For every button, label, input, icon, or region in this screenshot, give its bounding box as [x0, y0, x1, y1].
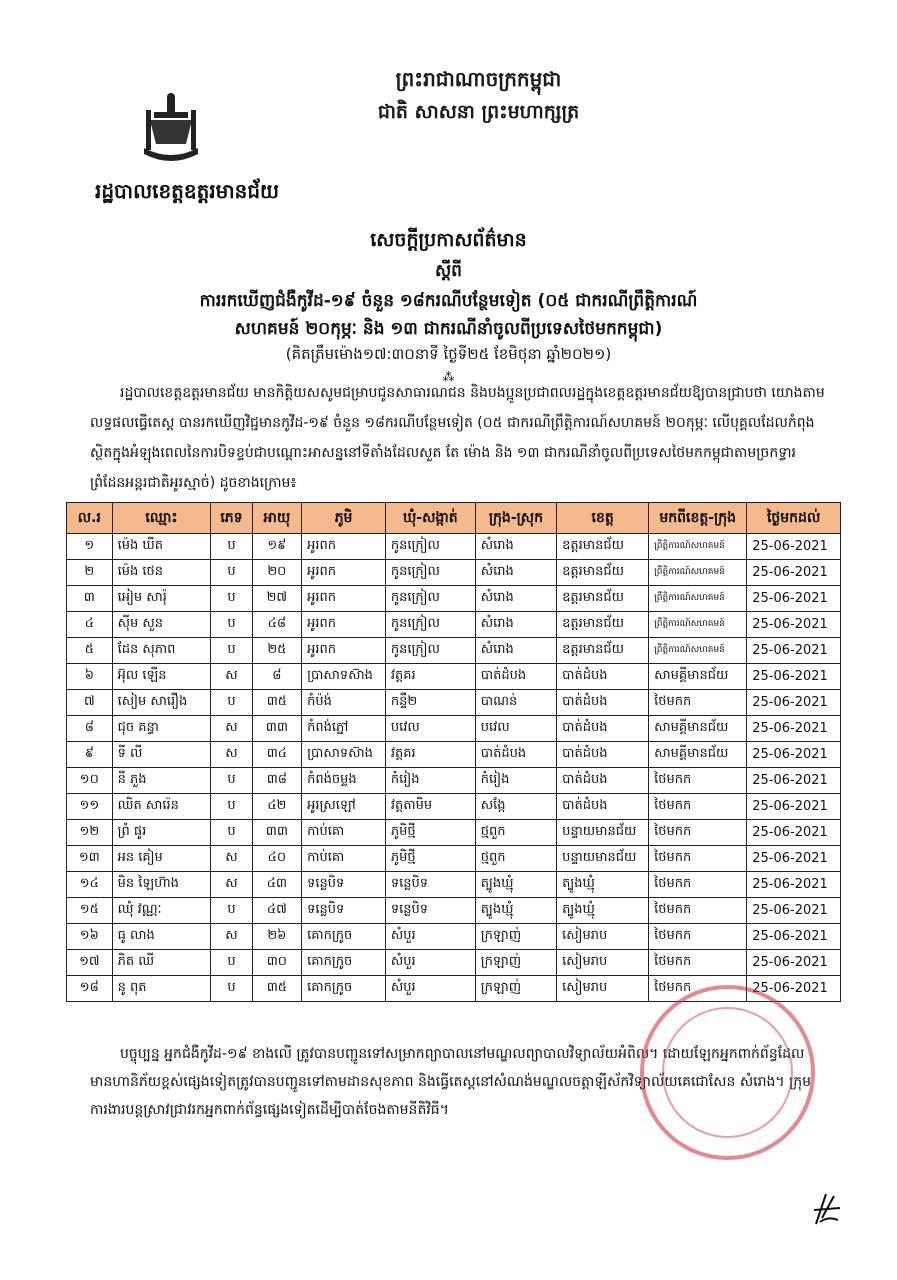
table-cell: ៤៨	[252, 612, 302, 638]
table-cell: អូរពក	[302, 586, 386, 612]
column-header: ថ្ងៃមកដល់	[747, 503, 841, 534]
table-cell: ១១	[67, 794, 113, 820]
table-cell: ឧត្តរមានជ័យ	[557, 534, 649, 560]
table-header-row	[67, 503, 841, 534]
table-row	[67, 534, 841, 560]
table-cell: គោកក្រូច	[302, 950, 386, 976]
table-cell: ព្រឹត្តិការណ៍សហគមន៍	[649, 560, 747, 586]
table-cell: ៥	[67, 638, 113, 664]
conclusion-paragraph: បច្ចុប្បន្ន អ្នកជំងឺកូវីដ-១៩ ខាងលើ ត្រូវបានបញ្ជូនទៅសម្រាកព្យាបាលនៅមណ្ឌលព្យាបាលវិទ្យាល័យអំពិល។ ដោយឡែកអ្នកពាក់ព័ន្ធដែលមានហានិភ័យខ្ពស់ផ្សេងទៀតត្រូវបានបញ្ជូនទៅតាមដានសុខភាព និងធ្វើតេស្តនៅសំណង់មណ្ឌលចត្តាឡីស័កវិទ្យាល័យគេជោសែន សំរោង។ ក្រុមការងារបន្តស្រាវជ្រាវរកអ្នកពាក់ព័ន្ធផ្សេងទៀតដើម្បីបាត់ចែងតាមនីតិវិធី។	[90, 1046, 812, 1118]
table-row	[67, 664, 841, 690]
table-cell: អូរស្រឡៅ	[302, 794, 386, 820]
table-cell: ៣៤	[252, 742, 302, 768]
table-cell: សំរោង	[475, 638, 556, 664]
issuing-authority: រដ្ឋបាលខេត្តឧត្តរមានជ័យ	[95, 179, 280, 203]
table-cell: ៤៧	[252, 898, 302, 924]
signature-icon	[812, 1188, 842, 1228]
table-row	[67, 820, 841, 846]
table-cell: នី ភួង	[112, 768, 211, 794]
table-cell: ស	[211, 742, 252, 768]
table-cell: ថៃមកក	[649, 846, 747, 872]
divider-ornament: ⁂	[442, 370, 455, 384]
table-cell: សៀម សារឿង	[112, 690, 211, 716]
royal-emblem-icon	[140, 92, 202, 164]
table-cell: សំបួរ	[385, 976, 475, 1002]
table-cell: ១៦	[67, 924, 113, 950]
table-cell: សំបួរ	[385, 950, 475, 976]
table-cell: សំរោង	[475, 586, 556, 612]
national-motto: ជាតិ សាសនា ព្រះមហាក្សត្រ	[377, 101, 580, 123]
table-cell: បន្ទាយមានជ័យ	[557, 846, 649, 872]
table-cell: ឧត្តរមានជ័យ	[557, 560, 649, 586]
table-row	[67, 716, 841, 742]
announcement-subject-line2: សហគមន៍ ២០កុម្ភៈ និង ១៣ ជាករណីនាំចូលពីប្រទេសថៃមកកម្ពុជា)	[234, 319, 663, 339]
table-cell: 25-06-2021	[747, 898, 841, 924]
announcement-title: សេចក្តីប្រកាសព័ត៌មាន	[370, 229, 527, 251]
table-cell: កាប់គោ	[302, 846, 386, 872]
announcement-date: (គិតត្រឹមម៉ោង១៧:៣០នាទី ថ្ងៃទី២៥ ខែមិថុនា ឆ្នាំ២០២១)	[285, 345, 612, 363]
table-row	[67, 690, 841, 716]
table-cell: ១៧	[67, 950, 113, 976]
table-cell: 25-06-2021	[747, 716, 841, 742]
table-cell: សៀមរាប	[557, 976, 649, 1002]
table-cell: ២៧	[252, 586, 302, 612]
table-row	[67, 586, 841, 612]
table-cell: ភូមិថ្មី	[385, 846, 475, 872]
table-cell: ថៃមកក	[649, 950, 747, 976]
table-cell: ថៃមកក	[649, 924, 747, 950]
table-cell: អូរពក	[302, 560, 386, 586]
table-cell: ព្រឹត្តិការណ៍សហគមន៍	[649, 534, 747, 560]
table-cell: 25-06-2021	[747, 560, 841, 586]
table-cell: កូនក្រៀល	[385, 534, 475, 560]
table-cell: បាណន់	[475, 690, 556, 716]
table-cell: ២	[67, 560, 113, 586]
column-header: មកពីខេត្ត-ក្រុង	[649, 503, 747, 534]
table-cell: ព្រឹត្តិការណ៍សហគមន៍	[649, 612, 747, 638]
table-cell: ប	[211, 612, 252, 638]
table-cell: ត្បូងឃ្មុំ	[475, 898, 556, 924]
table-cell: ៤០	[252, 846, 302, 872]
table-cell: កំរៀង	[475, 768, 556, 794]
table-cell: ៣៥	[252, 690, 302, 716]
table-cell: ឧត្តរមានជ័យ	[557, 586, 649, 612]
table-row	[67, 950, 841, 976]
table-cell: ១៨	[67, 976, 113, 1002]
table-cell: កំពង់ចម្លង	[302, 768, 386, 794]
table-row	[67, 846, 841, 872]
table-cell: សៀមរាប	[557, 924, 649, 950]
table-cell: មិន ឡៃហ៊ាង	[112, 872, 211, 898]
announcement-subject-label: ស្តីពី	[435, 261, 462, 281]
column-header: ឈ្មោះ	[112, 503, 211, 534]
table-row	[67, 898, 841, 924]
table-cell: 25-06-2021	[747, 794, 841, 820]
table-cell: បាត់ដំបង	[557, 716, 649, 742]
table-cell: ថ្មពួក	[475, 846, 556, 872]
table-cell: ប្រាសាទស៊ាង	[302, 742, 386, 768]
table-cell: ប្រាសាទស៊ាង	[302, 664, 386, 690]
table-cell: 25-06-2021	[747, 638, 841, 664]
table-cell: កូនក្រៀល	[385, 612, 475, 638]
table-cell: ១៥	[67, 898, 113, 924]
table-cell: ធូ លាង	[112, 924, 211, 950]
table-cell: ថៃមកក	[649, 976, 747, 1002]
table-cell: ៤៣	[252, 872, 302, 898]
table-cell: ឧត្តរមានជ័យ	[557, 638, 649, 664]
table-cell: អូរពក	[302, 638, 386, 664]
kingdom-title: ព្រះរាជាណាចក្រកម្ពុជា	[395, 67, 562, 91]
table-cell: កូនក្រៀល	[385, 638, 475, 664]
table-cell: ថៃមកក	[649, 768, 747, 794]
table-cell: អូរពក	[302, 534, 386, 560]
table-cell: ប	[211, 976, 252, 1002]
table-cell: ប	[211, 898, 252, 924]
table-cell: ស	[211, 846, 252, 872]
table-cell: ត្បូងឃ្មុំ	[557, 872, 649, 898]
table-cell: ស៊ីម សួន	[112, 612, 211, 638]
table-cell: សំបួរ	[385, 924, 475, 950]
table-cell: ទន្លេបិទ	[302, 898, 386, 924]
official-seal-stamp	[640, 985, 815, 1160]
table-cell: សាមគ្គីមានជ័យ	[649, 742, 747, 768]
column-header: អាយុ	[252, 503, 302, 534]
table-cell: កាប់គោ	[302, 820, 386, 846]
table-cell: ព្រឹត្តិការណ៍សហគមន៍	[649, 638, 747, 664]
table-cell: សំរោង	[475, 534, 556, 560]
table-cell: វត្តគរ	[385, 664, 475, 690]
table-cell: សាមគ្គីមានជ័យ	[649, 664, 747, 690]
table-cell: ៩	[67, 742, 113, 768]
table-cell: កន្ទឺ២	[385, 690, 475, 716]
table-cell: សំរោង	[475, 612, 556, 638]
table-cell: ឈិត សារ៉េន	[112, 794, 211, 820]
table-cell: ឧត្តរមានជ័យ	[557, 612, 649, 638]
table-cell: បវេល	[475, 716, 556, 742]
table-cell: ៤	[67, 612, 113, 638]
table-row	[67, 924, 841, 950]
table-cell: ថៃមកក	[649, 872, 747, 898]
table-cell: កំប៉ង់	[302, 690, 386, 716]
table-cell: សៀមរាប	[557, 950, 649, 976]
cases-table	[66, 502, 841, 1002]
table-cell: ថៃមកក	[649, 794, 747, 820]
table-cell: ថ្មពួក	[475, 820, 556, 846]
table-cell: ប	[211, 560, 252, 586]
table-cell: វត្តគរ	[385, 742, 475, 768]
table-cell: ឈុំ វណ្ណៈ	[112, 898, 211, 924]
table-cell: បាត់ដំបង	[557, 664, 649, 690]
table-cell: ព្រឹត្តិការណ៍សហគមន៍	[649, 586, 747, 612]
table-cell: ១៣	[67, 846, 113, 872]
table-cell: ដែន សុភាព	[112, 638, 211, 664]
table-cell: 25-06-2021	[747, 846, 841, 872]
table-cell: បាត់ដំបង	[557, 768, 649, 794]
table-cell: 25-06-2021	[747, 742, 841, 768]
column-header: ភូមិ	[302, 503, 386, 534]
table-cell: ក្រឡាញ់	[475, 976, 556, 1002]
table-cell: អូរពក	[302, 612, 386, 638]
table-cell: ១	[67, 534, 113, 560]
table-cell: បាត់ដំបង	[557, 794, 649, 820]
table-cell: ប	[211, 586, 252, 612]
table-cell: ក្រឡាញ់	[475, 950, 556, 976]
table-cell: ៦	[67, 664, 113, 690]
column-header: ក្រុង-ស្រុក	[475, 503, 556, 534]
intro-paragraph: រដ្ឋបាលខេត្តឧត្តរមានជ័យ មានកិត្តិយសសូមជម្រាបជូនសាធារណជន និងបងប្អូនប្រជាពលរដ្ឋក្នុងខេត្តឧត្តរមានជ័យឱ្យបានជ្រាបថា យោងតាមលទ្ធផលធ្វើតេស្ត បានរកឃើញវិជ្ជមានកូវីដ-១៩ ចំនួន ១៨ករណីបន្ថែមទៀត (០៥ ជាករណីព្រឹត្តិការណ៍សហគមន៍ ២០កុម្ភៈ លើបុគ្គលដែលកំពុងស្ថិតក្នុងអំឡុងពេលនៃការបិទខ្ទប់ជាបណ្តោះអាសន្ននៅទីតាំងដែលសួត តែ ម៉ោង និង ១៣ ជាករណីនាំចូលពីប្រទេសថៃមកកម្ពុជាតាមច្រកទ្វារព្រំដែនអន្តរជាតិអូរស្មាច់) ដូចខាងក្រោម៖	[90, 385, 825, 491]
table-cell: ទន្លេបិទ	[302, 872, 386, 898]
table-cell: 25-06-2021	[747, 586, 841, 612]
table-row	[67, 872, 841, 898]
table-cell: ៨	[67, 716, 113, 742]
table-cell: នូ ពុត	[112, 976, 211, 1002]
table-cell: ១២	[67, 820, 113, 846]
table-cell: ជុច គន្ធា	[112, 716, 211, 742]
table-cell: 25-06-2021	[747, 534, 841, 560]
column-header: ភេទ	[211, 503, 252, 534]
table-cell: ៣	[67, 586, 113, 612]
table-cell: អ៊ុល ឡើន	[112, 664, 211, 690]
table-cell: 25-06-2021	[747, 768, 841, 794]
column-header: ខេត្ត	[557, 503, 649, 534]
table-cell: ប	[211, 794, 252, 820]
table-cell: 25-06-2021	[747, 872, 841, 898]
table-cell: ៤២	[252, 794, 302, 820]
table-row	[67, 768, 841, 794]
table-cell: ទន្លេបិទ	[385, 872, 475, 898]
table-cell: ២០	[252, 560, 302, 586]
table-cell: ២៥	[252, 638, 302, 664]
table-body	[67, 534, 841, 1002]
table-cell: សំរោង	[475, 560, 556, 586]
table-cell: ៣៣	[252, 716, 302, 742]
table-row	[67, 560, 841, 586]
table-cell: ត្បូងឃ្មុំ	[557, 898, 649, 924]
table-cell: ៣៣	[252, 820, 302, 846]
table-cell: ភូមិថ្មី	[385, 820, 475, 846]
table-cell: ម៉េង ថេន	[112, 560, 211, 586]
table-cell: ស	[211, 716, 252, 742]
table-cell: ស	[211, 872, 252, 898]
table-cell: ប	[211, 820, 252, 846]
table-cell: កូនក្រៀល	[385, 560, 475, 586]
table-cell: ថៃមកក	[649, 820, 747, 846]
table-cell: ព្រំ ផូរ	[112, 820, 211, 846]
table-cell: បាត់ដំបង	[475, 664, 556, 690]
table-cell: ថៃមកក	[649, 690, 747, 716]
table-cell: កំរៀង	[385, 768, 475, 794]
table-row	[67, 794, 841, 820]
table-cell: អន គៀម	[112, 846, 211, 872]
table-cell: 25-06-2021	[747, 612, 841, 638]
announcement-subject-line1: ការរកឃើញជំងឺកូវីដ-១៩ ចំនួន ១៨ករណីបន្ថែមទៀត (០៥ ជាករណីព្រឹត្តិការណ៍	[199, 291, 698, 311]
table-cell: 25-06-2021	[747, 924, 841, 950]
table-cell: ៣៨	[252, 768, 302, 794]
table-cell: ១០	[67, 768, 113, 794]
table-row	[67, 638, 841, 664]
table-cell: 25-06-2021	[747, 950, 841, 976]
table-cell: កំពង់ភ្នៅ	[302, 716, 386, 742]
table-cell: ១៤	[67, 872, 113, 898]
table-cell: ស	[211, 924, 252, 950]
table-cell: សង្កែ	[475, 794, 556, 820]
table-cell: ប	[211, 950, 252, 976]
table-cell: 25-06-2021	[747, 976, 841, 1002]
table-cell: ៣០	[252, 950, 302, 976]
table-cell: បាត់ដំបង	[475, 742, 556, 768]
table-cell: ប	[211, 690, 252, 716]
table-cell: គោកក្រូច	[302, 924, 386, 950]
table-cell: ថៃមកក	[649, 898, 747, 924]
table-cell: ម៉េង ឃីត	[112, 534, 211, 560]
table-cell: ត្បូងឃ្មុំ	[475, 872, 556, 898]
column-header: ល.រ	[67, 503, 113, 534]
table-cell: បន្ទាយមានជ័យ	[557, 820, 649, 846]
table-cell: ៣៥	[252, 976, 302, 1002]
table-cell: បាត់ដំបង	[557, 690, 649, 716]
table-cell: 25-06-2021	[747, 690, 841, 716]
table-cell: អៀម សារ៉ុ	[112, 586, 211, 612]
table-cell: ទី លី	[112, 742, 211, 768]
table-cell: ទន្លេបិទ	[385, 898, 475, 924]
table-cell: កូនក្រៀល	[385, 586, 475, 612]
table-cell: 25-06-2021	[747, 820, 841, 846]
table-cell: ស	[211, 664, 252, 690]
table-cell: ក្រឡាញ់	[475, 924, 556, 950]
table-cell: គោកក្រូច	[302, 976, 386, 1002]
table-cell: ប	[211, 534, 252, 560]
table-cell: ៨	[252, 664, 302, 690]
table-row	[67, 742, 841, 768]
table-row	[67, 612, 841, 638]
table-cell: ប	[211, 768, 252, 794]
table-cell: ៧	[67, 690, 113, 716]
table-cell: ១៩	[252, 534, 302, 560]
table-cell: ប	[211, 638, 252, 664]
table-cell: សាមគ្គីមានជ័យ	[649, 716, 747, 742]
table-cell: ២៦	[252, 924, 302, 950]
column-header: ឃុំ-សង្កាត់	[385, 503, 475, 534]
table-cell: វត្តតាមិម	[385, 794, 475, 820]
table-cell: បវេល	[385, 716, 475, 742]
table-cell: ភិត ឈី	[112, 950, 211, 976]
table-cell: បាត់ដំបង	[557, 742, 649, 768]
table-cell: 25-06-2021	[747, 664, 841, 690]
